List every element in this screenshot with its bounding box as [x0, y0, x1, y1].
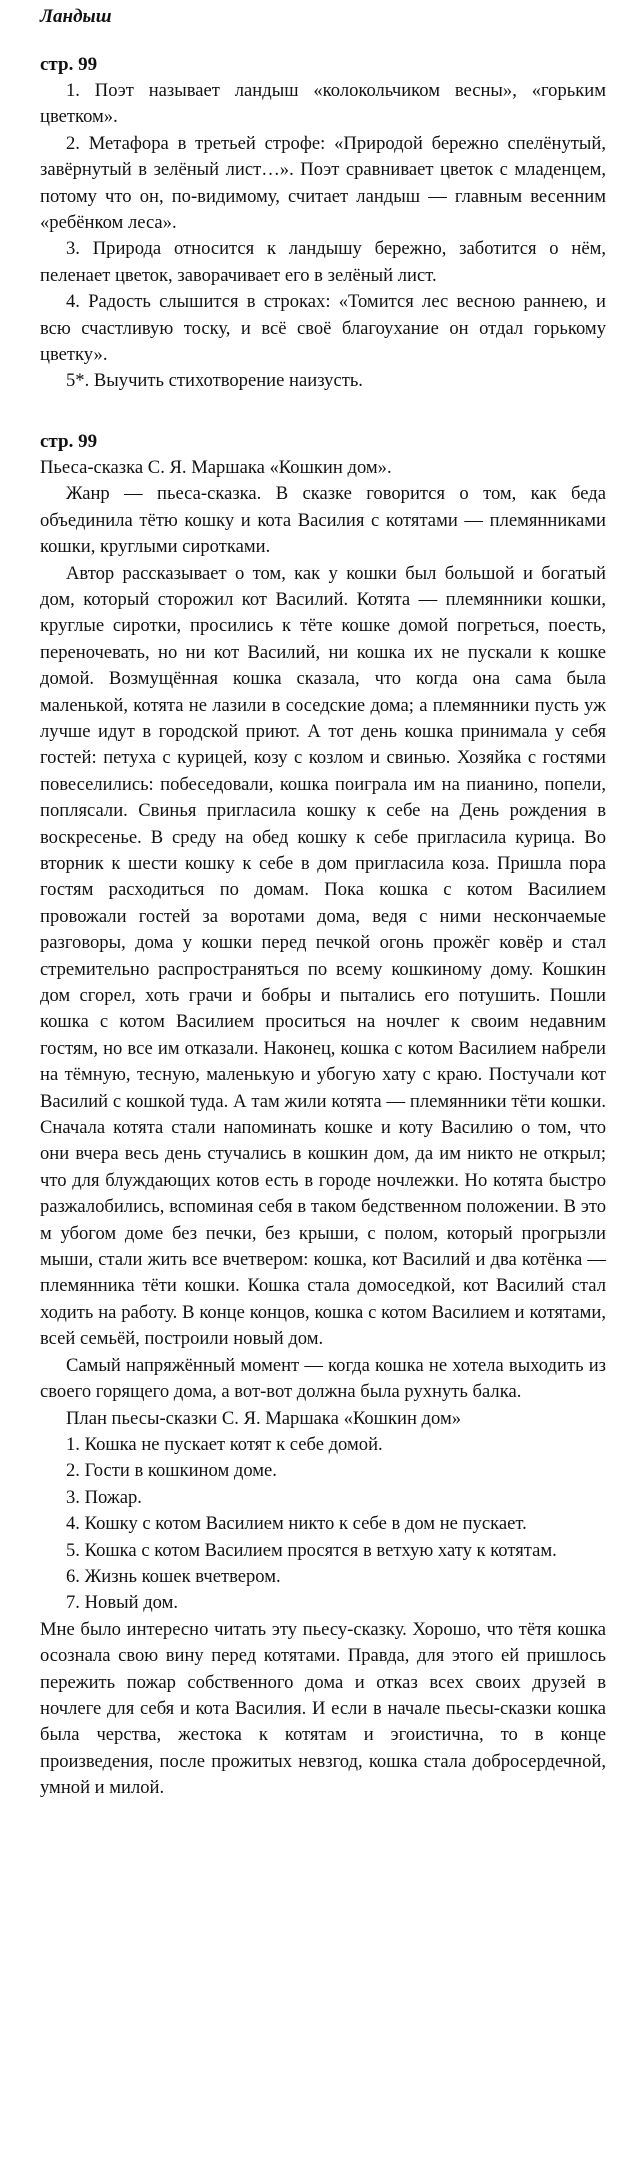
- climax-paragraph: Самый напряжённый момент — когда кошка не хотела выходить из своего горящего дома, а вот-вот должна была рухнуть балка.: [40, 1354, 606, 1403]
- plan-item: 1. Кошка не пускает котят к себе домой.: [66, 1433, 383, 1455]
- answer-item: 4. Радость слышится в строках: «Томится лес весною раннею, и всю счастливую тоску, и всё своё благоухание он отдал горькому цветку».: [40, 291, 606, 366]
- section-heading-1: стр. 99: [40, 54, 98, 75]
- plan-item: 7. Новый дом.: [66, 1592, 179, 1614]
- section-heading-2: стр. 99: [40, 430, 98, 452]
- summary-paragraph: Автор рассказывает о том, как у кошки был большой и богатый дом, который сторожил кот Василий. Котята — племянники кошки, круглые сиротки, просились к тёте кошке домой погреться, поесть, переночевать, но ни кот Василий, ни кошка их не пускали к кошке домой. Возмущённая кошка сказала, что когда она сама была маленькой, котята не лазили в соседские дома; а племянники пусть уж лучше идут в городской приют. А тот день кошка принимала у себя гостей: петуха с курицей, козу с козлом и свинью. Хозяйка с гостями повеселились: побеседовали, кошка поиграла им на пианино, попели, поплясали. Свинья пригласила кошку к себе на День рождения в воскресенье. В среду на обед кошку к себе пригласила курица. Во вторник к шести кошку к себе в дом пригласила коза. Пришла пора гостям расходиться по домам. Пока кошка с котом Василием провожали гостей за воротами дома, ведя с ними нескончаемые разговоры, дома у кошки перед печкой огонь прожёг ковёр и стал стремительно распространяться по всему кошкиному дому. Кошкин дом сгорел, хоть грачи и бобры и пытались его потушить. Пошли кошка с котом Василием проситься на ночлег к своим недавним гостям, но все им отказали. Наконец, кошка с котом Василием набрели на тёмную, тесную, маленькую и убогую хату с краю. Постучали кот Василий с кошкой туда. А там жили котята — племянники тёти кошки. Сначала котята стали напоминать кошке и коту Василию о том, что они вчера весь день стучались в кошкин дом, да им никто не открыл; что для блуждающих котов есть в городе ночлежки. Но котята быстро разжалобились, вспоминая себя в таком бедственном положении. В это м убогом доме без печки, без крыши, с полом, который прогрызли мыши, стали жить все вчетвером: кошка, кот Василий и два котёнка — племянника тёти кошки. Кошка стала домоседкой, кот Василий стал ходить на работу. В конце концов, кошка с котом Василием и котятами, всей семьёй, построили новый дом.: [40, 562, 606, 1350]
- answers-list-1: [40, 78, 606, 395]
- plan-item: 3. Пожар.: [66, 1486, 142, 1508]
- plan-item: 2. Гости в кошкином доме.: [66, 1460, 277, 1482]
- genre-paragraph: Жанр — пьеса-сказка. В сказке говорится о том, как беда объединила тётю кошку и кота Василия с котятами — племянниками кошки, круглыми сиротками.: [40, 483, 606, 558]
- answer-item: 5*. Выучить стихотворение наизусть.: [66, 370, 363, 392]
- plan-title: План пьесы-сказки С. Я. Маршака «Кошкин дом»: [66, 1407, 462, 1429]
- plan-item: 4. Кошку с котом Василием никто к себе в дом не пускает.: [66, 1513, 527, 1535]
- plan-list: [40, 1432, 606, 1617]
- plan-item: 6. Жизнь кошек вчетвером.: [66, 1565, 281, 1587]
- answer-item: 2. Метафора в третьей строфе: «Природой бережно спелёнутый, завёрнутый в зелёный лист…». Поэт сравнивает цветок с младенцем, потому что он, по-видимому, считает ландыш — главным весенним «ребёнком леса».: [40, 132, 606, 234]
- running-title: Ландыш: [40, 6, 112, 27]
- answer-item: 3. Природа относится к ландышу бережно, заботится о нём, пеленает цветок, заворачивает его в зелёный лист.: [40, 238, 606, 286]
- conclusion-paragraph: Мне было интересно читать эту пьесу-сказку. Хорошо, что тётя кошка осознала свою вину перед котятами. Правда, для этого ей пришлось пережить пожар собственного дома и отказ всех своих друзей в ночлеге для себя и кота Василия. И если в начале пьесы-сказки кошка была черства, жестока к котятам и эгоистична, то в конце произведения, после прожитых невзгод, кошка стала добросердечной, умной и милой.: [40, 1618, 606, 1799]
- answer-item: 1. Поэт называет ландыш «колокольчиком весны», «горьким цветком».: [40, 80, 606, 128]
- work-subtitle: Пьеса-сказка С. Я. Маршака «Кошкин дом».: [40, 456, 392, 478]
- plan-item: 5. Кошка с котом Василием просятся в ветхую хату к котятам.: [66, 1539, 557, 1561]
